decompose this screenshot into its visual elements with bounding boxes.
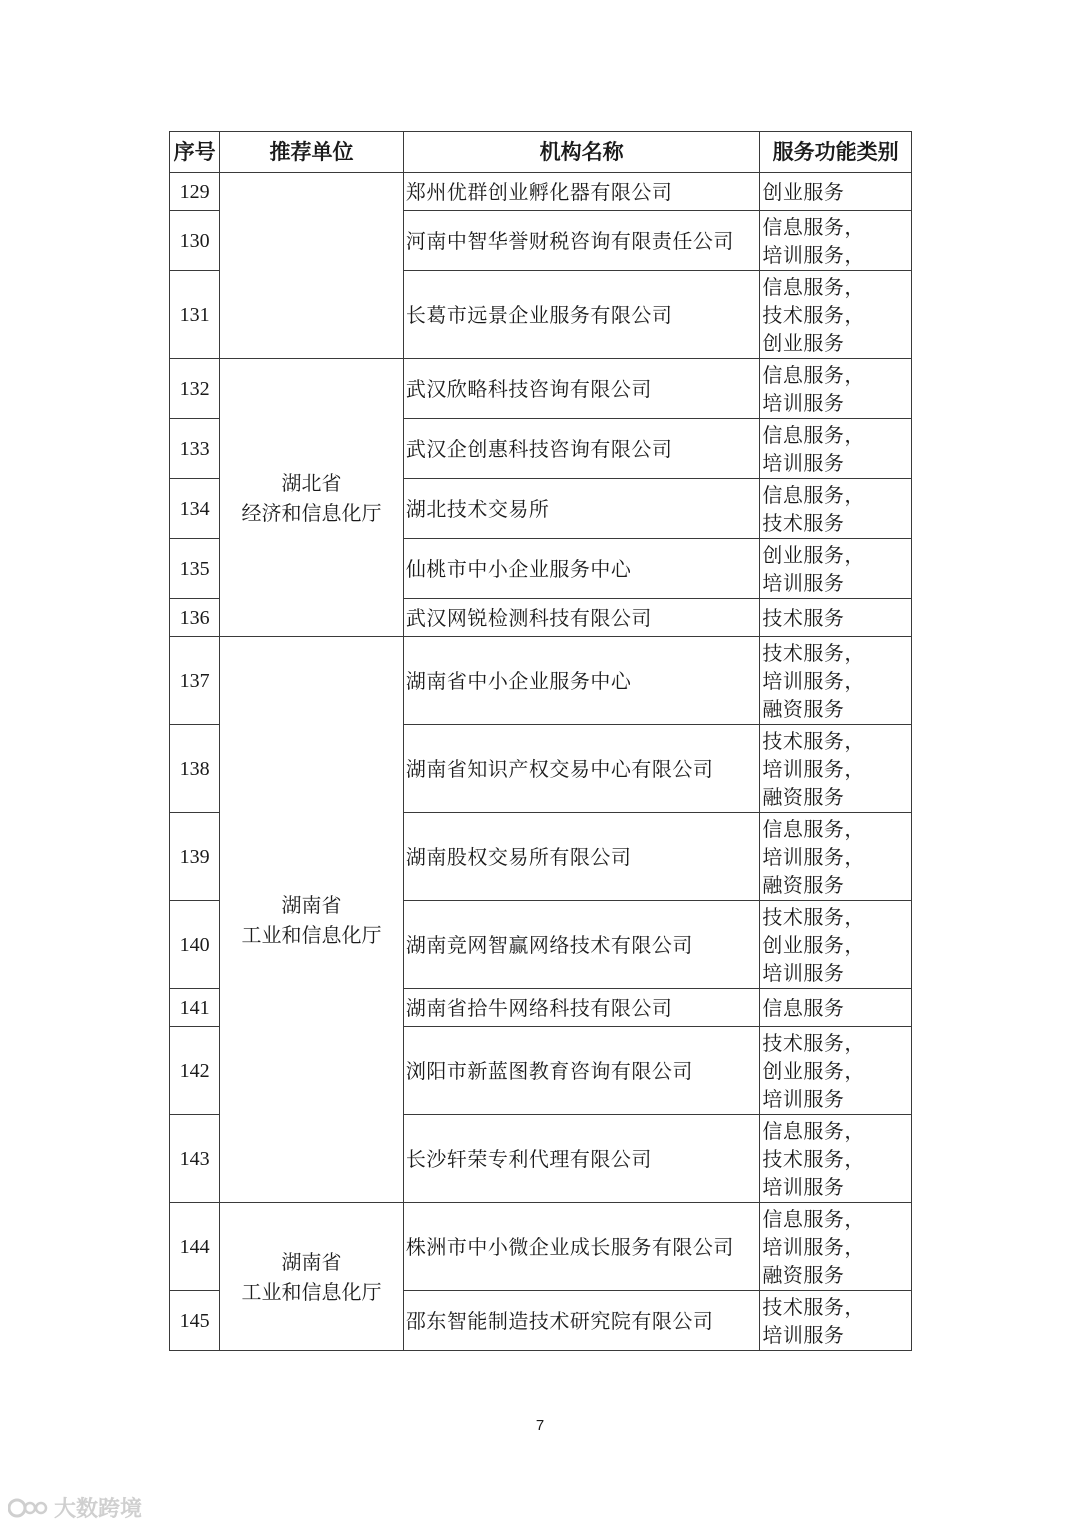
watermark-text: 大数跨境 [54, 1497, 143, 1522]
institution-name-cell: 株洲市中小微企业成长服务有限公司 [403, 1203, 759, 1291]
service-item: 培训服务 [762, 1086, 845, 1111]
service-item: 信息服务， [762, 362, 865, 387]
service-item: 信息服务， [762, 422, 865, 447]
service-item: 融资服务 [762, 872, 845, 897]
header-recommending-unit: 推荐单位 [220, 132, 404, 173]
institution-name-cell: 长沙轩荣专利代理有限公司 [403, 1115, 759, 1203]
service-category-cell [760, 173, 912, 211]
table-header-row [170, 132, 912, 173]
header-serial: 序号 [170, 132, 220, 173]
recommending-unit-cell: 湖北省 经济和信息化厅 [220, 359, 404, 637]
service-item: 技术服务， [762, 904, 865, 929]
serial-number-cell: 143 [170, 1115, 220, 1203]
institution-name-cell: 郑州优群创业孵化器有限公司 [403, 173, 759, 211]
service-category-cell [760, 1027, 912, 1115]
service-item: 融资服务 [762, 1262, 845, 1287]
service-item: 技术服务 [762, 510, 845, 535]
service-item: 创业服务， [762, 542, 865, 567]
service-item: 培训服务， [762, 1234, 865, 1259]
serial-number-cell: 133 [170, 419, 220, 479]
serial-number-cell: 141 [170, 989, 220, 1027]
service-category-cell [760, 211, 912, 271]
serial-number-cell: 139 [170, 813, 220, 901]
service-item: 培训服务 [762, 1322, 845, 1347]
serial-number-cell: 134 [170, 479, 220, 539]
serial-number-cell: 140 [170, 901, 220, 989]
service-category-cell [760, 419, 912, 479]
page-number: 7 [535, 1417, 545, 1434]
service-item: 技术服务， [762, 302, 865, 327]
service-item: 信息服务， [762, 1118, 865, 1143]
service-item: 培训服务 [762, 1174, 845, 1199]
serial-number-cell: 145 [170, 1291, 220, 1351]
service-category-cell [760, 725, 912, 813]
table-row [170, 173, 912, 211]
watermark [8, 1492, 142, 1523]
header-institution-name: 机构名称 [403, 132, 759, 173]
service-item: 融资服务 [762, 784, 845, 809]
service-item: 技术服务， [762, 1030, 865, 1055]
service-category-cell [760, 1203, 912, 1291]
service-item: 培训服务， [762, 844, 865, 869]
institution-name-cell: 浏阳市新蓝图教育咨询有限公司 [403, 1027, 759, 1115]
table-body [170, 173, 912, 1351]
service-item: 创业服务 [762, 179, 845, 204]
service-category-cell [760, 637, 912, 725]
institution-name-cell: 长葛市远景企业服务有限公司 [403, 271, 759, 359]
service-item: 信息服务， [762, 214, 865, 239]
institution-table [169, 131, 912, 1351]
brand-logo-icon [8, 1495, 48, 1521]
institution-name-cell: 河南中智华誉财税咨询有限责任公司 [403, 211, 759, 271]
serial-number-cell: 144 [170, 1203, 220, 1291]
service-category-cell [760, 479, 912, 539]
table-row [170, 1203, 912, 1291]
service-item: 培训服务 [762, 390, 845, 415]
service-category-cell [760, 1291, 912, 1351]
institution-name-cell: 邵东智能制造技术研究院有限公司 [403, 1291, 759, 1351]
table-row [170, 359, 912, 419]
service-item: 培训服务 [762, 960, 845, 985]
institution-name-cell: 湖北技术交易所 [403, 479, 759, 539]
institution-name-cell: 湖南股权交易所有限公司 [403, 813, 759, 901]
institution-name-cell: 湖南省知识产权交易中心有限公司 [403, 725, 759, 813]
service-category-cell [760, 1115, 912, 1203]
serial-number-cell: 132 [170, 359, 220, 419]
service-category-cell [760, 989, 912, 1027]
service-item: 创业服务， [762, 1058, 865, 1083]
service-item: 培训服务， [762, 668, 865, 693]
service-item: 信息服务 [762, 995, 845, 1020]
service-item: 技术服务， [762, 640, 865, 665]
service-item: 培训服务 [762, 570, 845, 595]
service-item: 信息服务， [762, 274, 865, 299]
serial-number-cell: 142 [170, 1027, 220, 1115]
service-category-cell [760, 813, 912, 901]
service-item: 培训服务， [762, 242, 865, 267]
header-service-category: 服务功能类别 [760, 132, 912, 173]
service-item: 创业服务， [762, 932, 865, 957]
serial-number-cell: 137 [170, 637, 220, 725]
service-item: 信息服务， [762, 1206, 865, 1231]
institution-name-cell: 武汉网锐检测科技有限公司 [403, 599, 759, 637]
institution-name-cell: 湖南省拾牛网络科技有限公司 [403, 989, 759, 1027]
service-category-cell [760, 359, 912, 419]
serial-number-cell: 130 [170, 211, 220, 271]
service-category-cell [760, 271, 912, 359]
service-item: 技术服务， [762, 1294, 865, 1319]
service-item: 信息服务， [762, 816, 865, 841]
serial-number-cell: 129 [170, 173, 220, 211]
recommending-unit-cell [220, 173, 404, 359]
service-category-cell [760, 539, 912, 599]
table-row [170, 637, 912, 725]
service-item: 融资服务 [762, 696, 845, 721]
institution-name-cell: 武汉企创惠科技咨询有限公司 [403, 419, 759, 479]
service-category-cell [760, 901, 912, 989]
service-category-cell [760, 599, 912, 637]
service-item: 技术服务 [762, 605, 845, 630]
institution-name-cell: 仙桃市中小企业服务中心 [403, 539, 759, 599]
institution-name-cell: 湖南竞网智赢网络技术有限公司 [403, 901, 759, 989]
service-item: 技术服务， [762, 1146, 865, 1171]
service-item: 创业服务 [762, 330, 845, 355]
serial-number-cell: 136 [170, 599, 220, 637]
recommending-unit-cell: 湖南省 工业和信息化厅 [220, 637, 404, 1203]
serial-number-cell: 131 [170, 271, 220, 359]
service-item: 培训服务， [762, 756, 865, 781]
recommending-unit-cell: 湖南省 工业和信息化厅 [220, 1203, 404, 1351]
serial-number-cell: 138 [170, 725, 220, 813]
service-item: 培训服务 [762, 450, 845, 475]
institution-name-cell: 湖南省中小企业服务中心 [403, 637, 759, 725]
institution-name-cell: 武汉欣略科技咨询有限公司 [403, 359, 759, 419]
service-item: 信息服务， [762, 482, 865, 507]
serial-number-cell: 135 [170, 539, 220, 599]
service-item: 技术服务， [762, 728, 865, 753]
